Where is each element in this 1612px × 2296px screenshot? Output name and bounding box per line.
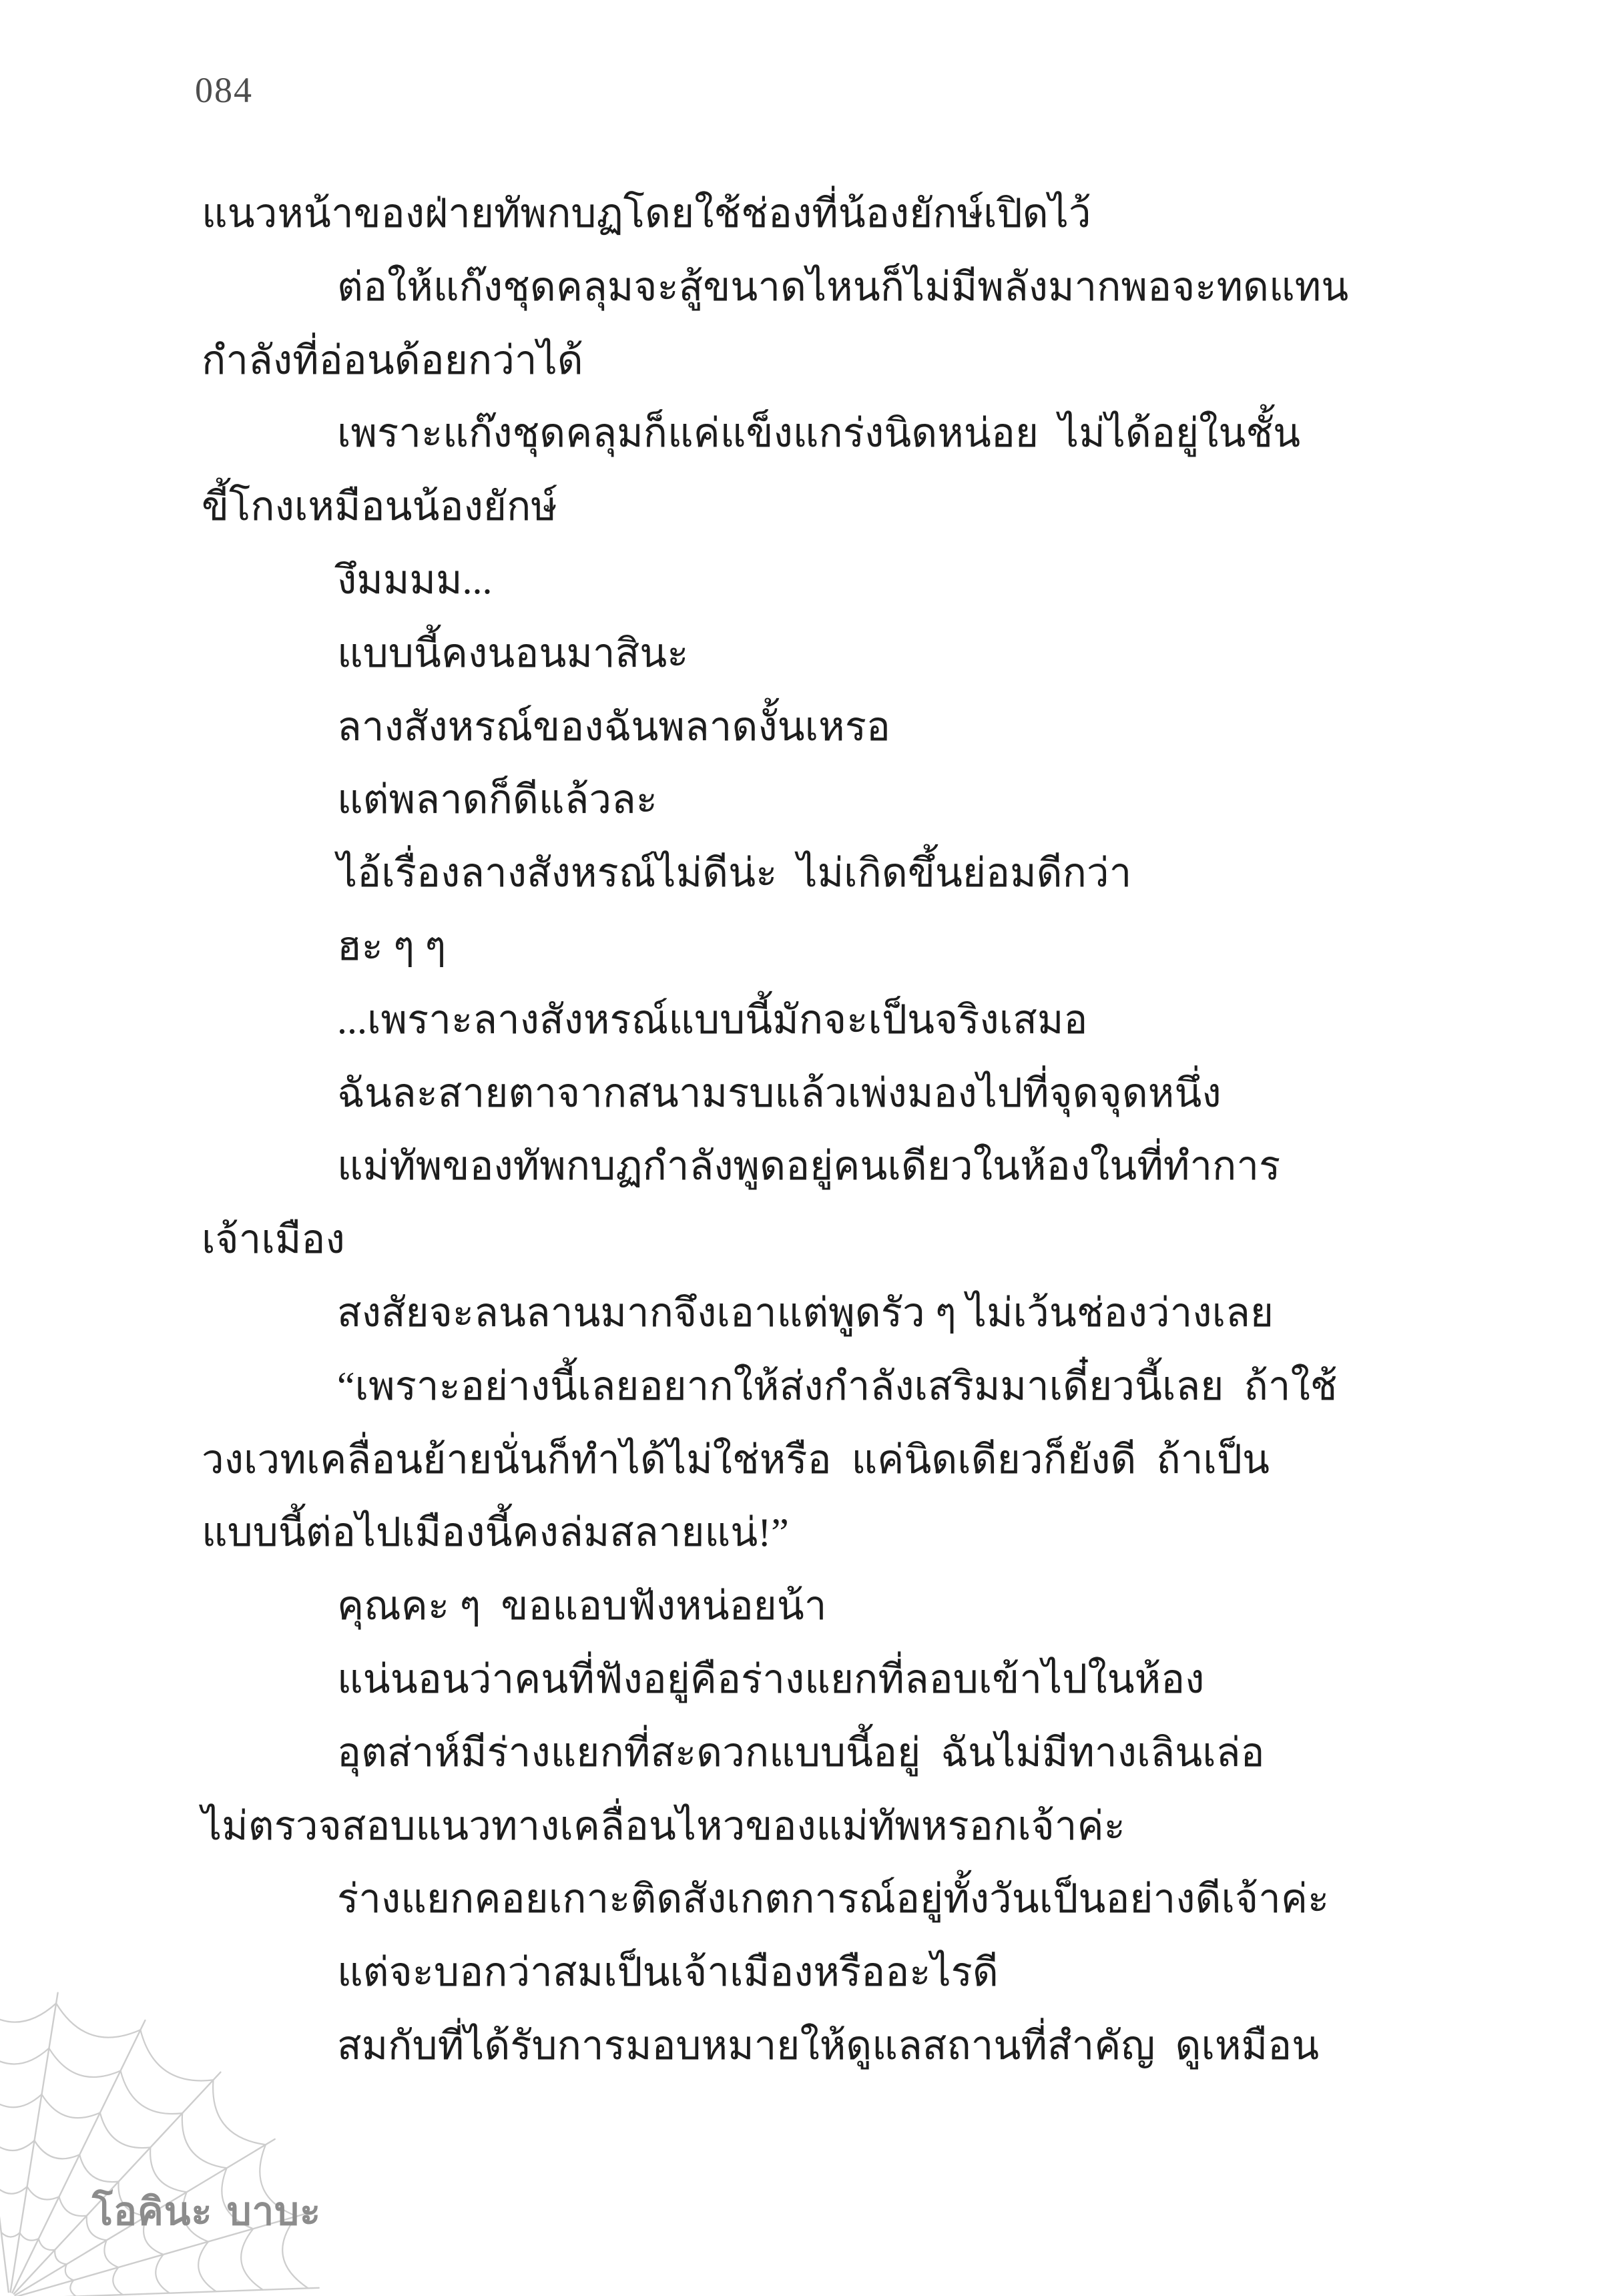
text-line: เพราะแก๊งชุดคลุมก็แค่แข็งแกร่งนิดหน่อย ไม่ได้อยู่ในชั้น [337,411,1301,455]
page-number: 084 [195,70,253,110]
text-line: แบบนี้ต่อไปเมืองนี้คงล่มสลายแน่!” [202,1510,789,1554]
author-watermark: โอคินะ บาบะ [92,2189,322,2234]
text-line: วงเวทเคลื่อนย้ายนั่นก็ทำได้ไม่ใช่หรือ แค่นิดเดียวก็ยังดี ถ้าเป็น [202,1438,1270,1482]
text-line: ฉันละสายตาจากสนามรบแล้วเพ่งมองไปที่จุดจุดหนึ่ง [337,1071,1222,1115]
text-line: สงสัยจะลนลานมากจึงเอาแต่พูดรัว ๆ ไม่เว้นช่องว่างเลย [337,1291,1274,1335]
text-line: แต่พลาดก็ดีแล้วละ [337,778,658,822]
text-line: แนวหน้าของฝ่ายทัพกบฏโดยใช้ช่องที่น้องยักษ์เปิดไว้ [202,192,1091,236]
text-line: แบบนี้คงนอนมาสินะ [337,631,689,675]
text-line: ฮะ ๆ ๆ [337,924,447,968]
text-line: ...เพราะลางสังหรณ์แบบนี้มักจะเป็นจริงเสมอ [337,998,1088,1042]
text-line: แม่ทัพของทัพกบฏกำลังพูดอยู่คนเดียวในห้องในที่ทำการ [337,1144,1281,1188]
text-line: ลางสังหรณ์ของฉันพลาดงั้นเหรอ [337,705,890,749]
text-line: แต่จะบอกว่าสมเป็นเจ้าเมืองหรืออะไรดี [337,1950,999,1994]
text-line: ต่อให้แก๊งชุดคลุมจะสู้ขนาดไหนก็ไม่มีพลังมากพอจะทดแทน [337,265,1349,309]
spiderweb-watermark-icon [0,1976,494,2296]
text-line: ไอ้เรื่องลางสังหรณ์ไม่ดีน่ะ ไม่เกิดขึ้นย่อมดีกว่า [337,851,1132,895]
text-line: ขี้โกงเหมือนน้องยักษ์ [202,485,557,529]
text-line: แน่นอนว่าคนที่ฟังอยู่คือร่างแยกที่ลอบเข้าไปในห้อง [337,1657,1205,1701]
text-line: สมกับที่ได้รับการมอบหมายให้ดูแลสถานที่สำคัญ ดูเหมือน [337,2024,1320,2068]
text-line: ร่างแยกคอยเกาะติดสังเกตการณ์อยู่ทั้งวันเป็นอย่างดีเจ้าค่ะ [337,1877,1330,1921]
text-line: อุตส่าห์มีร่างแยกที่สะดวกแบบนี้อยู่ ฉันไม่มีทางเลินเล่อ [337,1731,1265,1775]
text-line: งึมมมม... [337,558,493,602]
text-line: กำลังที่อ่อนด้อยกว่าได้ [202,338,583,382]
text-line: ไม่ตรวจสอบแนวทางเคลื่อนไหวของแม่ทัพหรอกเจ้าค่ะ [202,1804,1125,1848]
text-line: “เพราะอย่างนี้เลยอยากให้ส่งกำลังเสริมมาเดี๋ยวนี้เลย ถ้าใช้ [337,1364,1338,1408]
text-line: เจ้าเมือง [202,1217,345,1261]
text-line: คุณคะ ๆ ขอแอบฟังหน่อยน้า [337,1584,827,1628]
